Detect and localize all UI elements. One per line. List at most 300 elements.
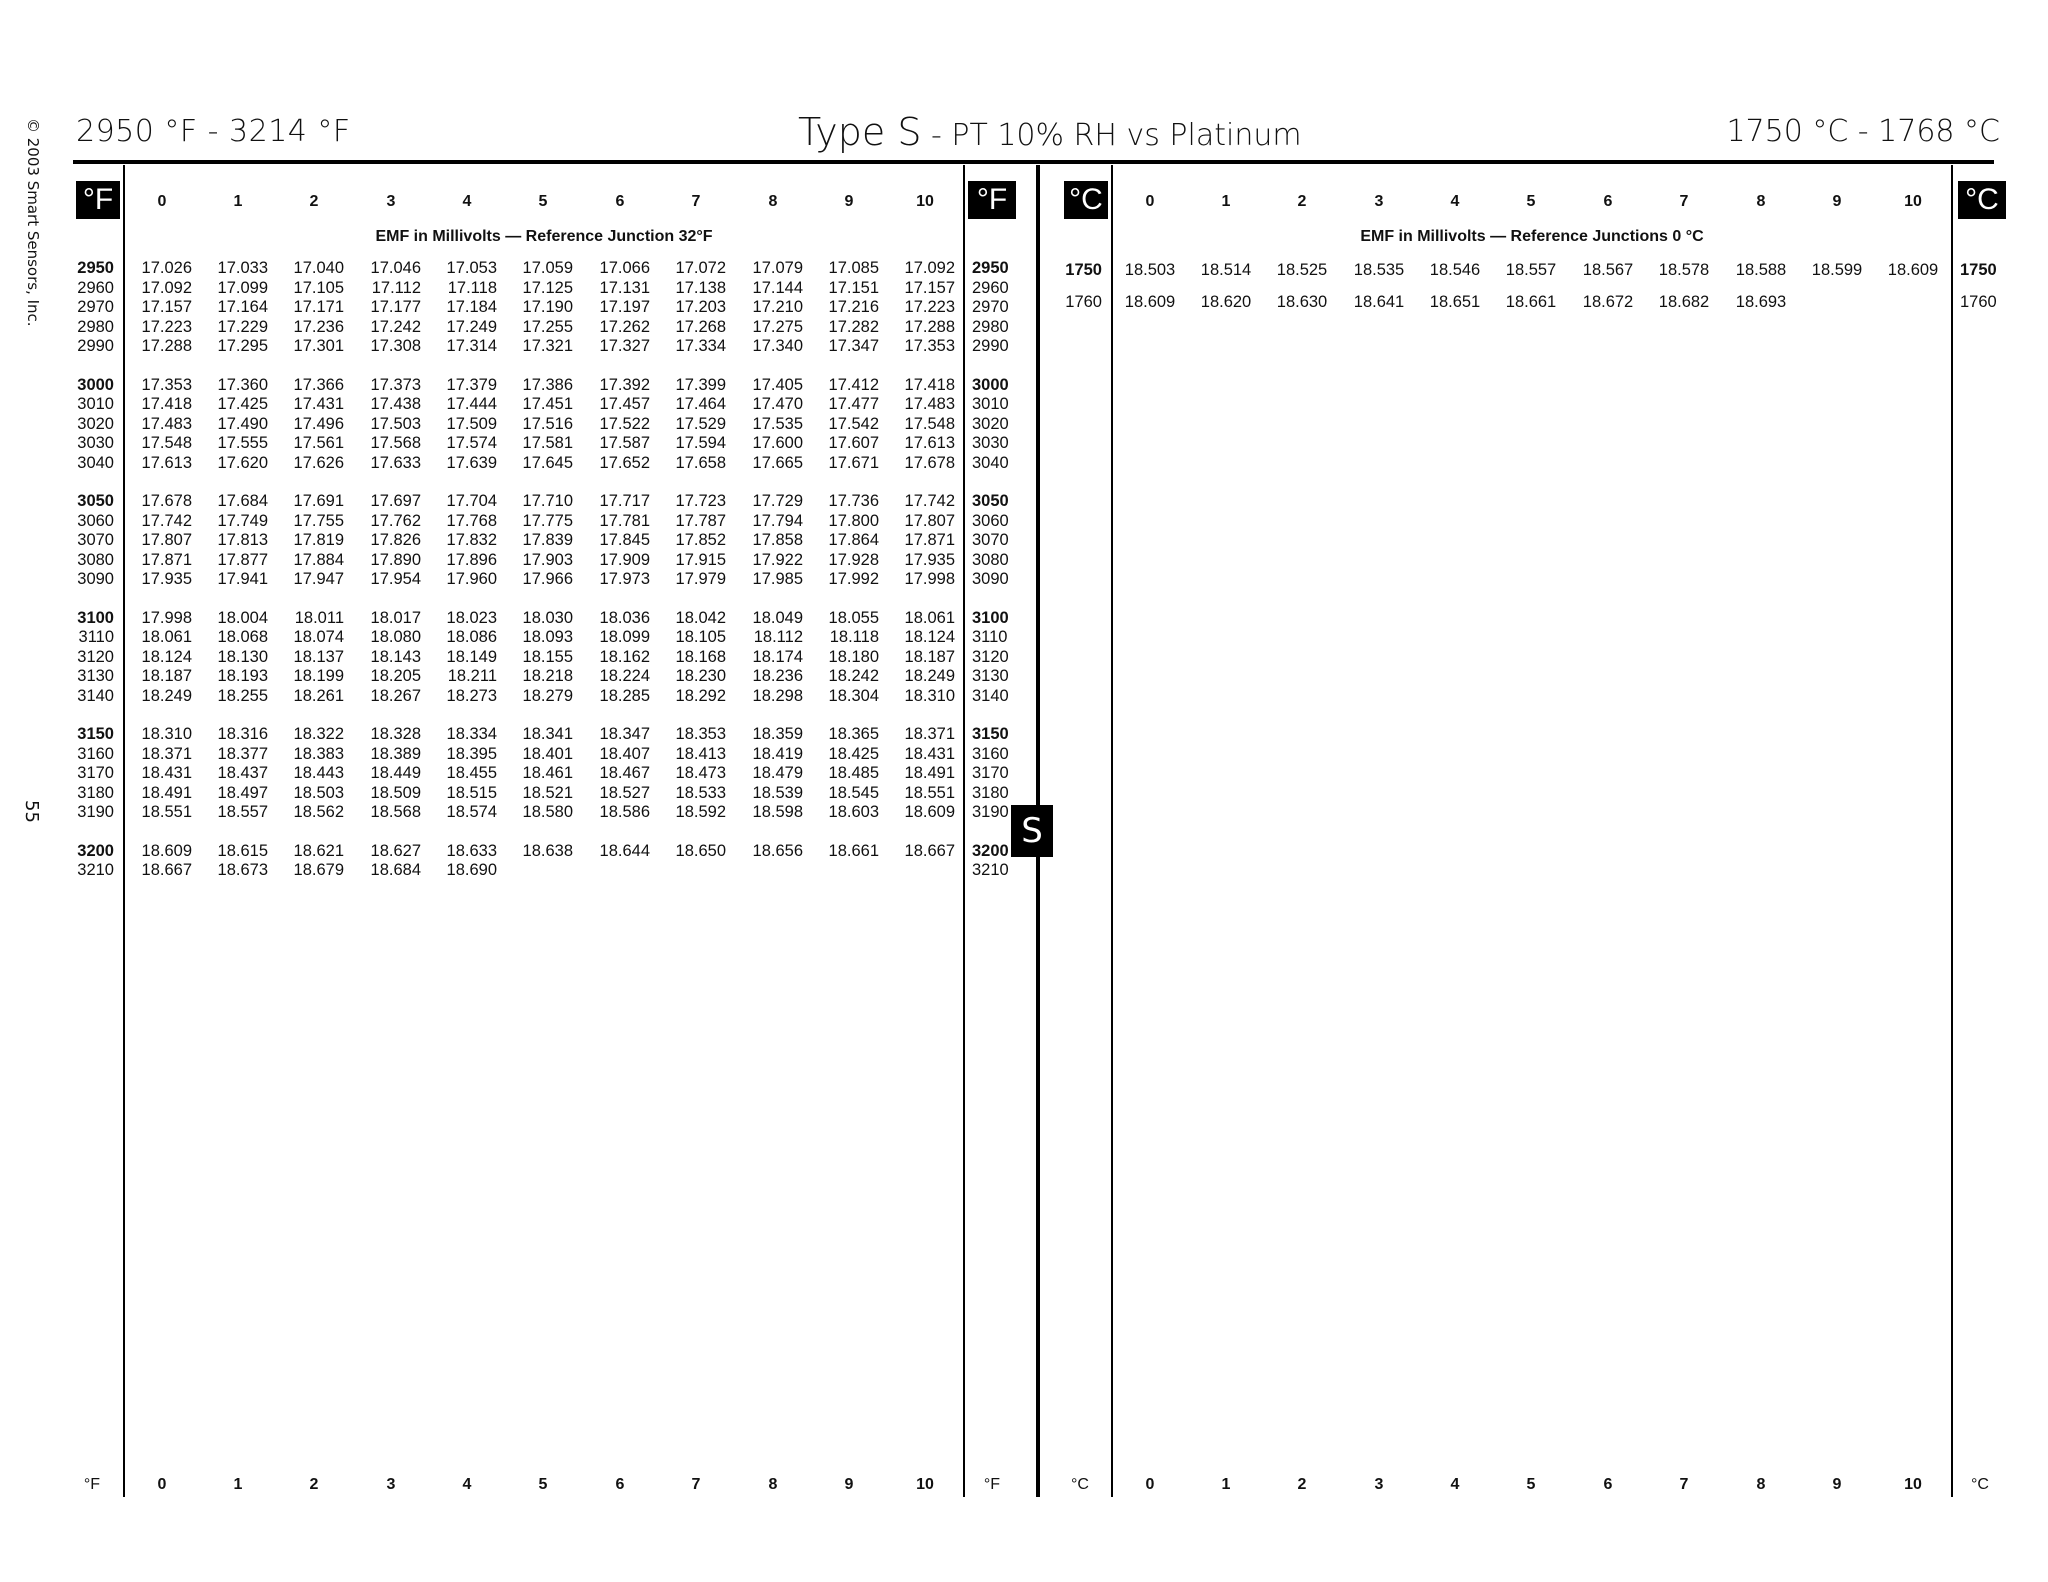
- emf-value: 17.775: [522, 511, 573, 530]
- section-tab-s: S: [1011, 805, 1053, 857]
- row-temp-label-left: 3160: [77, 744, 114, 763]
- table-row: [0, 259, 2048, 281]
- emf-value: 17.639: [446, 453, 497, 472]
- emf-value: 17.568: [370, 434, 421, 452]
- emf-value: 18.261: [293, 686, 344, 705]
- emf-value: 18.651: [1429, 293, 1481, 311]
- emf-value: 17.845: [599, 531, 650, 549]
- f-column-footer: 6: [615, 1476, 625, 1493]
- emf-value: 17.379: [446, 375, 497, 394]
- row-temp-label-left: 3040: [77, 453, 114, 472]
- emf-value: 18.491: [904, 764, 955, 782]
- emf-value: 18.562: [293, 803, 344, 821]
- table-row: [0, 745, 2048, 765]
- emf-value: 17.085: [828, 259, 879, 277]
- emf-value: 17.288: [141, 337, 192, 355]
- emf-value: 17.826: [370, 531, 421, 549]
- c-column-header: 10: [1904, 193, 1922, 210]
- emf-value: 17.979: [675, 570, 726, 588]
- emf-value: 18.599: [1811, 261, 1863, 279]
- emf-value: 17.781: [599, 511, 650, 530]
- f-column-footer: 1: [233, 1476, 243, 1493]
- emf-value: 18.667: [904, 841, 955, 860]
- emf-value: 17.691: [293, 492, 344, 510]
- row-temp-label-right: 3030: [972, 434, 1009, 452]
- row-temp-label-left: 1760: [1065, 293, 1102, 311]
- emf-value: 17.412: [828, 375, 879, 394]
- row-temp-label-right: 3180: [972, 783, 1009, 802]
- emf-value: 17.118: [447, 278, 497, 297]
- emf-value: 18.099: [599, 628, 650, 646]
- f-table-left-rule: [123, 165, 125, 1497]
- emf-value: 18.255: [217, 686, 268, 705]
- emf-value: 17.884: [293, 550, 344, 569]
- row-temp-label-right: 3130: [972, 667, 1009, 685]
- row-temp-label-right: 3090: [972, 570, 1009, 588]
- emf-value: 17.729: [752, 492, 803, 510]
- row-temp-label-right: 3150: [972, 725, 1009, 743]
- emf-value: 17.935: [141, 570, 192, 588]
- emf-value: 17.574: [446, 434, 497, 452]
- emf-value: 18.187: [904, 647, 955, 666]
- emf-value: 18.042: [675, 608, 726, 627]
- emf-value: 17.347: [828, 337, 879, 355]
- emf-value: 18.267: [370, 686, 421, 705]
- emf-value: 18.112: [753, 628, 803, 646]
- emf-value: 18.017: [370, 608, 421, 627]
- f-unit-footer-left: °F: [83, 1476, 101, 1493]
- emf-value: 17.262: [599, 317, 650, 336]
- emf-value: 18.672: [1582, 293, 1634, 311]
- f-unit-badge-left: °F: [76, 181, 120, 219]
- f-column-header: 3: [386, 193, 396, 210]
- emf-value: 17.503: [370, 414, 421, 433]
- emf-value: 17.973: [599, 570, 650, 588]
- emf-value: 18.310: [141, 725, 192, 743]
- table-row: [0, 376, 2048, 396]
- emf-value: 18.661: [1505, 293, 1557, 311]
- emf-value: 17.742: [141, 511, 192, 530]
- emf-value: 17.633: [370, 453, 421, 472]
- emf-value: 17.216: [828, 298, 879, 316]
- emf-value: 17.190: [522, 298, 573, 316]
- f-unit-footer-right: °F: [983, 1476, 1001, 1493]
- emf-value: 18.180: [828, 647, 879, 666]
- emf-value: 17.665: [752, 453, 803, 472]
- c-column-header: 5: [1526, 193, 1536, 210]
- emf-value: 17.092: [141, 278, 192, 297]
- emf-value: 17.613: [904, 434, 955, 452]
- emf-value: 18.620: [1200, 293, 1252, 311]
- emf-value: 18.431: [904, 744, 955, 763]
- emf-value: 17.671: [828, 453, 879, 472]
- emf-value: 17.360: [217, 375, 268, 394]
- emf-value: 17.340: [752, 337, 803, 355]
- emf-value: 17.704: [446, 492, 497, 510]
- emf-value: 18.074: [293, 628, 344, 646]
- emf-value: 17.581: [522, 434, 573, 452]
- emf-value: 17.548: [141, 434, 192, 452]
- emf-value: 18.168: [675, 647, 726, 666]
- f-column-header: 9: [844, 193, 854, 210]
- table-row: [0, 551, 2048, 571]
- row-temp-label-left: 3030: [77, 434, 114, 452]
- emf-value: 17.794: [752, 511, 803, 530]
- emf-value: 18.193: [217, 667, 268, 685]
- emf-value: 18.205: [370, 667, 421, 685]
- emf-value: 17.998: [141, 608, 192, 627]
- emf-value: 17.301: [293, 337, 344, 355]
- emf-value: 17.164: [217, 298, 268, 316]
- emf-value: 17.542: [828, 414, 879, 433]
- f-table-subtitle: EMF in Millivolts — Reference Junction 32°F: [375, 228, 713, 245]
- emf-value: 17.800: [828, 511, 879, 530]
- emf-value: 17.768: [446, 511, 497, 530]
- emf-value: 18.365: [828, 725, 879, 743]
- emf-value: 17.678: [904, 453, 955, 472]
- f-column-footer: 8: [768, 1476, 778, 1493]
- emf-value: 18.679: [293, 861, 344, 879]
- table-row: [0, 609, 2048, 629]
- emf-value: 18.437: [217, 764, 268, 782]
- emf-value: 18.535: [1353, 261, 1405, 279]
- row-temp-label-left: 3000: [77, 375, 114, 394]
- emf-value: 17.697: [370, 492, 421, 510]
- emf-value: 17.935: [904, 550, 955, 569]
- emf-value: 17.157: [141, 298, 192, 316]
- emf-value: 18.567: [1582, 261, 1634, 279]
- emf-value: 17.909: [599, 550, 650, 569]
- f-column-header: 6: [615, 193, 625, 210]
- emf-value: 18.673: [217, 861, 268, 879]
- emf-value: 17.561: [293, 434, 344, 452]
- emf-value: 17.425: [217, 395, 268, 413]
- row-temp-label-right: 1750: [1960, 261, 1997, 279]
- emf-value: 18.155: [522, 647, 573, 666]
- f-column-header: 5: [538, 193, 548, 210]
- f-unit-badge-right: °F: [968, 181, 1016, 219]
- emf-value: 17.268: [675, 317, 726, 336]
- row-temp-label-left: 3100: [77, 608, 114, 627]
- emf-value: 18.036: [599, 608, 650, 627]
- emf-value: 17.470: [752, 395, 803, 413]
- emf-value: 17.762: [370, 511, 421, 530]
- c-column-footer: 7: [1679, 1476, 1689, 1493]
- emf-value: 17.314: [446, 337, 497, 355]
- emf-value: 17.807: [141, 531, 192, 549]
- table-row: [0, 784, 2048, 804]
- emf-value: 17.787: [675, 511, 726, 530]
- emf-value: 17.308: [370, 337, 421, 355]
- emf-value: 18.588: [1735, 261, 1787, 279]
- emf-value: 18.509: [370, 783, 421, 802]
- c-column-footer: 9: [1832, 1476, 1842, 1493]
- emf-value: 17.144: [752, 278, 803, 297]
- c-table-left-rule: [1111, 165, 1113, 1497]
- emf-value: 18.292: [675, 686, 726, 705]
- emf-value: 17.742: [904, 492, 955, 510]
- copyright-notice: © 2003 Smart Sensors, Inc.: [24, 118, 42, 327]
- f-column-header: 10: [916, 193, 934, 210]
- emf-value: 18.630: [1276, 293, 1328, 311]
- emf-value: 17.138: [675, 278, 726, 297]
- emf-value: 17.858: [752, 531, 803, 549]
- row-temp-label-right: 3010: [972, 395, 1009, 413]
- emf-value: 17.026: [141, 259, 192, 277]
- f-column-footer: 3: [386, 1476, 396, 1493]
- emf-value: 17.334: [675, 337, 726, 355]
- emf-value: 18.061: [141, 628, 192, 646]
- emf-value: 18.149: [446, 647, 497, 666]
- emf-value: 18.328: [370, 725, 421, 743]
- emf-value: 17.131: [599, 278, 650, 297]
- emf-value: 17.509: [446, 414, 497, 433]
- emf-value: 18.491: [141, 783, 192, 802]
- row-temp-label-left: 3130: [77, 667, 114, 685]
- emf-value: 17.457: [599, 395, 650, 413]
- emf-value: 18.479: [752, 764, 803, 782]
- emf-value: 17.366: [293, 375, 344, 394]
- emf-value: 18.030: [522, 608, 573, 627]
- table-row: [0, 667, 2048, 687]
- emf-value: 17.040: [293, 259, 344, 277]
- emf-value: 18.638: [522, 841, 573, 860]
- emf-value: 18.162: [599, 647, 650, 666]
- emf-value: 18.279: [522, 686, 573, 705]
- emf-value: 18.449: [370, 764, 421, 782]
- emf-value: 17.112: [371, 278, 421, 297]
- row-temp-label-right: 2990: [972, 337, 1009, 355]
- emf-value: 18.093: [522, 628, 573, 646]
- emf-value: 18.667: [141, 861, 192, 879]
- emf-value: 17.922: [752, 550, 803, 569]
- emf-value: 17.223: [141, 317, 192, 336]
- table-row: [0, 415, 2048, 435]
- emf-value: 18.199: [293, 667, 344, 685]
- f-column-header: 2: [309, 193, 319, 210]
- f-column-footer: 7: [691, 1476, 701, 1493]
- emf-value: 17.954: [370, 570, 421, 588]
- emf-value: 18.603: [828, 803, 879, 821]
- emf-value: 18.353: [675, 725, 726, 743]
- emf-value: 18.347: [599, 725, 650, 743]
- row-temp-label-left: 3210: [77, 861, 114, 879]
- row-temp-label-right: 3040: [972, 453, 1009, 472]
- page-title-description: - PT 10% RH vs Platinum: [921, 118, 1302, 153]
- emf-value: 18.557: [1505, 261, 1557, 279]
- emf-value: 17.864: [828, 531, 879, 549]
- row-temp-label-left: 3050: [77, 492, 114, 510]
- emf-value: 18.273: [446, 686, 497, 705]
- emf-value: 17.871: [141, 550, 192, 569]
- table-row: [0, 725, 2048, 745]
- emf-value: 18.419: [752, 744, 803, 763]
- emf-value: 17.522: [599, 414, 650, 433]
- emf-value: 18.461: [522, 764, 573, 782]
- emf-value: 18.580: [522, 803, 573, 821]
- emf-value: 18.503: [293, 783, 344, 802]
- emf-value: 17.620: [217, 453, 268, 472]
- emf-value: 17.626: [293, 453, 344, 472]
- row-temp-label-left: 3070: [77, 531, 114, 549]
- emf-value: 18.137: [293, 647, 344, 666]
- emf-value: 17.483: [904, 395, 955, 413]
- page-number: 55: [21, 800, 42, 823]
- c-column-header: 0: [1145, 193, 1155, 210]
- c-column-footer: 5: [1526, 1476, 1536, 1493]
- celsius-range-heading: 1750 °C - 1768 °C: [1726, 114, 2000, 149]
- row-temp-label-left: 2980: [77, 317, 114, 336]
- emf-value: 18.515: [446, 783, 497, 802]
- emf-value: 18.467: [599, 764, 650, 782]
- emf-value: 17.327: [599, 337, 650, 355]
- c-column-footer: 4: [1450, 1476, 1460, 1493]
- emf-value: 18.211: [447, 667, 497, 685]
- c-column-header: 4: [1450, 193, 1460, 210]
- emf-value: 17.645: [522, 453, 573, 472]
- emf-value: 17.903: [522, 550, 573, 569]
- emf-value: 18.224: [599, 667, 650, 685]
- emf-value: 17.678: [141, 492, 192, 510]
- emf-value: 18.049: [752, 608, 803, 627]
- c-column-header: 7: [1679, 193, 1689, 210]
- emf-value: 18.551: [141, 803, 192, 821]
- emf-value: 17.819: [293, 531, 344, 549]
- c-column-footer: 10: [1904, 1476, 1922, 1493]
- emf-value: 18.371: [141, 744, 192, 763]
- emf-value: 17.210: [752, 298, 803, 316]
- emf-value: 18.377: [217, 744, 268, 763]
- emf-value: 17.594: [675, 434, 726, 452]
- row-temp-label-left: 3080: [77, 550, 114, 569]
- emf-value: 17.717: [599, 492, 650, 510]
- emf-value: 18.527: [599, 783, 650, 802]
- table-row: [0, 454, 2048, 474]
- emf-value: 18.130: [217, 647, 268, 666]
- emf-value: 17.282: [828, 317, 879, 336]
- emf-value: 17.177: [370, 298, 421, 316]
- emf-value: 17.099: [217, 278, 268, 297]
- emf-value: 17.852: [675, 531, 726, 549]
- c-column-header: 6: [1603, 193, 1613, 210]
- row-temp-label-left: 3190: [77, 803, 114, 821]
- emf-value: 18.690: [446, 861, 497, 879]
- emf-value: 18.413: [675, 744, 726, 763]
- emf-value: 18.236: [752, 667, 803, 685]
- emf-value: 17.807: [904, 511, 955, 530]
- emf-value: 17.033: [217, 259, 268, 277]
- c-column-header: 2: [1297, 193, 1307, 210]
- emf-value: 17.516: [522, 414, 573, 433]
- table-row: [0, 687, 2048, 707]
- emf-value: 18.609: [904, 803, 955, 821]
- row-temp-label-left: 3140: [77, 686, 114, 705]
- emf-value: 17.928: [828, 550, 879, 569]
- row-temp-label-left: 3020: [77, 414, 114, 433]
- emf-value: 18.497: [217, 783, 268, 802]
- row-temp-label-right: 3120: [972, 647, 1009, 666]
- emf-value: 17.242: [370, 317, 421, 336]
- emf-value: 17.092: [904, 259, 955, 277]
- emf-value: 18.242: [828, 667, 879, 685]
- emf-value: 17.496: [293, 414, 344, 433]
- emf-value: 18.425: [828, 744, 879, 763]
- row-temp-label-right: 3080: [972, 550, 1009, 569]
- row-temp-label-left: 2990: [77, 337, 114, 355]
- emf-value: 18.371: [904, 725, 955, 743]
- row-temp-label-right: 1760: [1960, 293, 1997, 311]
- emf-value: 18.011: [294, 608, 344, 627]
- emf-value: 17.295: [217, 337, 268, 355]
- table-row: [0, 318, 2048, 338]
- row-temp-label-right: 3190: [972, 803, 1009, 821]
- emf-value: 17.613: [141, 453, 192, 472]
- emf-value: 18.609: [1887, 261, 1939, 279]
- emf-value: 17.992: [828, 570, 879, 588]
- emf-value: 18.684: [370, 861, 421, 879]
- emf-value: 17.203: [675, 298, 726, 316]
- emf-value: 17.275: [752, 317, 803, 336]
- emf-value: 18.539: [752, 783, 803, 802]
- table-row: [0, 291, 2048, 313]
- emf-value: 17.197: [599, 298, 650, 316]
- emf-value: 17.587: [599, 434, 650, 452]
- emf-value: 17.223: [904, 298, 955, 316]
- row-temp-label-left: 1750: [1065, 261, 1102, 279]
- row-temp-label-right: 3170: [972, 764, 1009, 782]
- emf-value: 17.125: [522, 278, 573, 297]
- emf-value: 17.431: [293, 395, 344, 413]
- c-column-header: 9: [1832, 193, 1842, 210]
- emf-value: 18.407: [599, 744, 650, 763]
- emf-value: 17.321: [522, 337, 573, 355]
- table-row: [0, 512, 2048, 532]
- emf-value: 17.529: [675, 414, 726, 433]
- row-temp-label-right: 2950: [972, 259, 1009, 277]
- row-temp-label-right: 3210: [972, 861, 1009, 879]
- emf-value: 17.749: [217, 511, 268, 530]
- emf-value: 17.353: [141, 375, 192, 394]
- table-row: [0, 628, 2048, 648]
- f-column-footer: 9: [844, 1476, 854, 1493]
- emf-value: 17.438: [370, 395, 421, 413]
- emf-value: 17.839: [522, 531, 573, 549]
- table-row: [0, 648, 2048, 668]
- emf-value: 17.105: [293, 278, 344, 297]
- row-temp-label-left: 3120: [77, 647, 114, 666]
- row-temp-label-right: 3070: [972, 531, 1009, 549]
- row-temp-label-left: 3010: [77, 395, 114, 413]
- emf-value: 17.151: [828, 278, 879, 297]
- row-temp-label-left: 3170: [77, 764, 114, 782]
- emf-value: 17.600: [752, 434, 803, 452]
- emf-value: 17.755: [293, 511, 344, 530]
- c-unit-badge-right: °C: [1958, 181, 2006, 219]
- emf-value: 17.832: [446, 531, 497, 549]
- c-column-footer: 1: [1221, 1476, 1231, 1493]
- emf-value: 18.514: [1200, 261, 1252, 279]
- emf-value: 17.535: [752, 414, 803, 433]
- emf-value: 17.877: [217, 550, 268, 569]
- emf-value: 17.607: [828, 434, 879, 452]
- emf-value: 18.383: [293, 744, 344, 763]
- c-unit-footer-right: °C: [1971, 1476, 1989, 1493]
- emf-value: 17.418: [141, 395, 192, 413]
- emf-value: 17.652: [599, 453, 650, 472]
- emf-value: 18.598: [752, 803, 803, 821]
- emf-value: 18.249: [904, 667, 955, 685]
- emf-value: 18.551: [904, 783, 955, 802]
